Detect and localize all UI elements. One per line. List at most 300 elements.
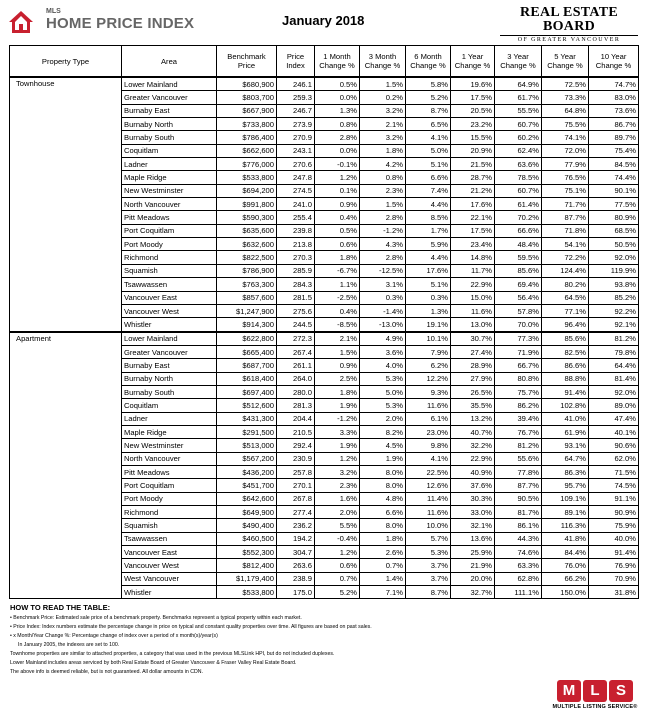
- value-cell: 84.5%: [589, 158, 639, 171]
- value-cell: 241.0: [277, 198, 315, 211]
- table-row: [10, 304, 639, 317]
- area-cell: Vancouver East: [122, 291, 217, 304]
- value-cell: 2.1%: [315, 332, 360, 346]
- value-cell: 75.9%: [589, 519, 639, 532]
- value-cell: $667,900: [217, 104, 277, 117]
- value-cell: $618,400: [217, 372, 277, 385]
- value-cell: 5.3%: [406, 546, 451, 559]
- note-line: • Price Index: Index numbers estimate the percentage change in price on typical and constant quality properties over time. All figures are based on past sales.: [10, 624, 372, 630]
- value-cell: 23.0%: [406, 425, 451, 438]
- value-cell: 54.1%: [542, 238, 589, 251]
- value-cell: 0.9%: [315, 198, 360, 211]
- value-cell: 270.3: [277, 251, 315, 264]
- value-cell: 7.1%: [360, 586, 406, 599]
- column-header: Benchmark Price: [217, 46, 277, 78]
- value-cell: 75.5%: [542, 118, 589, 131]
- value-cell: 28.9%: [451, 359, 495, 372]
- property-type-cell: [10, 264, 122, 277]
- value-cell: 77.1%: [542, 304, 589, 317]
- table-row: [10, 251, 639, 264]
- table-row: [10, 412, 639, 425]
- value-cell: 175.0: [277, 586, 315, 599]
- area-cell: Port Coquitlam: [122, 479, 217, 492]
- value-cell: 204.4: [277, 412, 315, 425]
- value-cell: 285.9: [277, 264, 315, 277]
- table-row: [10, 144, 639, 157]
- notes-title: HOW TO READ THE TABLE:: [10, 603, 111, 612]
- value-cell: 77.5%: [589, 198, 639, 211]
- area-cell: North Vancouver: [122, 452, 217, 465]
- value-cell: 274.5: [277, 184, 315, 197]
- value-cell: 11.7%: [451, 264, 495, 277]
- value-cell: 5.1%: [406, 278, 451, 291]
- property-type-cell: [10, 238, 122, 251]
- value-cell: 70.9%: [589, 572, 639, 585]
- value-cell: 0.6%: [315, 559, 360, 572]
- value-cell: $436,200: [217, 465, 277, 478]
- note-line: Lower Mainland includes areas serviced by both Real Estate Board of Greater Vancouver & Fraser Valley Real Estate Board.: [10, 660, 297, 666]
- value-cell: 64.4%: [589, 359, 639, 372]
- value-cell: 11.4%: [406, 492, 451, 505]
- table-row: [10, 238, 639, 251]
- value-cell: 20.5%: [451, 104, 495, 117]
- value-cell: 22.5%: [406, 465, 451, 478]
- value-cell: 85.6%: [495, 264, 542, 277]
- property-type-cell: [10, 131, 122, 144]
- value-cell: 230.9: [277, 452, 315, 465]
- value-cell: 270.1: [277, 479, 315, 492]
- value-cell: 72.0%: [542, 144, 589, 157]
- value-cell: 5.2%: [406, 91, 451, 104]
- value-cell: $665,400: [217, 345, 277, 358]
- value-cell: 86.2%: [495, 399, 542, 412]
- value-cell: 87.7%: [542, 211, 589, 224]
- area-cell: New Westminster: [122, 439, 217, 452]
- table-row: [10, 439, 639, 452]
- property-type-cell: [10, 532, 122, 545]
- column-header: 1 Year Change %: [451, 46, 495, 78]
- area-cell: Whistler: [122, 586, 217, 599]
- value-cell: 47.4%: [589, 412, 639, 425]
- value-cell: 73.3%: [542, 91, 589, 104]
- table-row: [10, 479, 639, 492]
- table-row: [10, 291, 639, 304]
- area-cell: Tsawwassen: [122, 532, 217, 545]
- area-cell: Lower Mainland: [122, 77, 217, 91]
- value-cell: 102.8%: [542, 399, 589, 412]
- property-type-cell: [10, 318, 122, 332]
- value-cell: 91.4%: [589, 546, 639, 559]
- value-cell: 15.0%: [451, 291, 495, 304]
- property-type-cell: [10, 224, 122, 237]
- value-cell: 3.6%: [360, 345, 406, 358]
- note-line: In January 2005, the indexes are set to 100.: [18, 642, 120, 648]
- table-row: [10, 532, 639, 545]
- value-cell: 7.9%: [406, 345, 451, 358]
- value-cell: 2.5%: [315, 372, 360, 385]
- value-cell: 96.4%: [542, 318, 589, 332]
- value-cell: 5.0%: [406, 144, 451, 157]
- value-cell: 2.8%: [360, 251, 406, 264]
- value-cell: 39.4%: [495, 412, 542, 425]
- mls-letter: S: [609, 680, 633, 702]
- note-line: • x Month/Year Change %: Percentage change of index over a period of x month(s)/year(s): [10, 633, 218, 639]
- area-cell: Vancouver East: [122, 546, 217, 559]
- logo-mls-text: MLS: [46, 8, 61, 15]
- value-cell: 78.5%: [495, 171, 542, 184]
- value-cell: 14.8%: [451, 251, 495, 264]
- property-type-cell: [10, 211, 122, 224]
- value-cell: 75.4%: [589, 144, 639, 157]
- value-cell: 9.8%: [406, 439, 451, 452]
- value-cell: 0.1%: [315, 184, 360, 197]
- value-cell: -1.2%: [360, 224, 406, 237]
- value-cell: 88.8%: [542, 372, 589, 385]
- value-cell: 6.6%: [406, 171, 451, 184]
- hpi-table: [9, 45, 639, 599]
- value-cell: $460,500: [217, 532, 277, 545]
- property-type-cell: [10, 399, 122, 412]
- value-cell: 87.7%: [495, 479, 542, 492]
- value-cell: 5.3%: [360, 399, 406, 412]
- table-row: [10, 506, 639, 519]
- value-cell: 1.5%: [315, 345, 360, 358]
- value-cell: 246.7: [277, 104, 315, 117]
- real-estate-board-logo: [500, 6, 638, 43]
- value-cell: 41.8%: [542, 532, 589, 545]
- value-cell: $291,500: [217, 425, 277, 438]
- value-cell: 0.6%: [315, 238, 360, 251]
- value-cell: 6.5%: [406, 118, 451, 131]
- value-cell: 56.4%: [495, 291, 542, 304]
- table-row: [10, 211, 639, 224]
- value-cell: $431,300: [217, 412, 277, 425]
- value-cell: 124.4%: [542, 264, 589, 277]
- value-cell: 76.0%: [542, 559, 589, 572]
- value-cell: 275.6: [277, 304, 315, 317]
- value-cell: $533,800: [217, 171, 277, 184]
- value-cell: 3.2%: [360, 131, 406, 144]
- property-type-cell: [10, 465, 122, 478]
- value-cell: 267.4: [277, 345, 315, 358]
- value-cell: 5.8%: [406, 77, 451, 91]
- column-header: 3 Month Change %: [360, 46, 406, 78]
- value-cell: 2.6%: [360, 546, 406, 559]
- property-type-cell: [10, 439, 122, 452]
- value-cell: 92.0%: [589, 251, 639, 264]
- value-cell: 81.2%: [495, 439, 542, 452]
- property-type-cell: [10, 506, 122, 519]
- table-row: [10, 372, 639, 385]
- area-cell: Richmond: [122, 506, 217, 519]
- value-cell: 60.7%: [495, 184, 542, 197]
- value-cell: 40.0%: [589, 532, 639, 545]
- value-cell: 1.4%: [360, 572, 406, 585]
- value-cell: 19.1%: [406, 318, 451, 332]
- value-cell: 280.0: [277, 385, 315, 398]
- value-cell: 91.4%: [542, 385, 589, 398]
- value-cell: 111.1%: [495, 586, 542, 599]
- value-cell: 89.7%: [589, 131, 639, 144]
- value-cell: 86.6%: [542, 359, 589, 372]
- property-type-cell: [10, 559, 122, 572]
- value-cell: 5.1%: [406, 158, 451, 171]
- value-cell: $622,800: [217, 332, 277, 346]
- value-cell: 267.8: [277, 492, 315, 505]
- value-cell: 1.2%: [315, 546, 360, 559]
- value-cell: $914,300: [217, 318, 277, 332]
- value-cell: 0.5%: [315, 224, 360, 237]
- house-icon: [8, 10, 34, 34]
- value-cell: 1.5%: [360, 77, 406, 91]
- value-cell: 63.6%: [495, 158, 542, 171]
- table-header-row: [10, 46, 639, 78]
- value-cell: 109.1%: [542, 492, 589, 505]
- area-cell: Greater Vancouver: [122, 91, 217, 104]
- value-cell: 263.6: [277, 559, 315, 572]
- value-cell: 281.3: [277, 399, 315, 412]
- value-cell: 255.4: [277, 211, 315, 224]
- mls-caption: MULTIPLE LISTING SERVICE®: [552, 704, 638, 710]
- value-cell: 236.2: [277, 519, 315, 532]
- value-cell: $590,300: [217, 211, 277, 224]
- value-cell: 4.8%: [360, 492, 406, 505]
- value-cell: $803,700: [217, 91, 277, 104]
- value-cell: 9.3%: [406, 385, 451, 398]
- value-cell: 50.5%: [589, 238, 639, 251]
- value-cell: 11.6%: [451, 304, 495, 317]
- value-cell: -1.2%: [315, 412, 360, 425]
- property-type-cell: [10, 345, 122, 358]
- value-cell: 72.5%: [542, 77, 589, 91]
- value-cell: 25.9%: [451, 546, 495, 559]
- value-cell: 55.5%: [495, 104, 542, 117]
- value-cell: 30.3%: [451, 492, 495, 505]
- value-cell: 0.4%: [315, 211, 360, 224]
- value-cell: 66.7%: [495, 359, 542, 372]
- value-cell: 150.0%: [542, 586, 589, 599]
- value-cell: 11.6%: [406, 506, 451, 519]
- value-cell: $552,300: [217, 546, 277, 559]
- value-cell: $632,600: [217, 238, 277, 251]
- value-cell: 40.9%: [451, 465, 495, 478]
- value-cell: 238.9: [277, 572, 315, 585]
- value-cell: 55.6%: [495, 452, 542, 465]
- property-type-cell: [10, 385, 122, 398]
- report-header: [0, 0, 646, 44]
- table-row: [10, 224, 639, 237]
- value-cell: 270.9: [277, 131, 315, 144]
- value-cell: 1.9%: [315, 439, 360, 452]
- value-cell: 77.3%: [495, 332, 542, 346]
- value-cell: 6.1%: [406, 412, 451, 425]
- value-cell: 116.3%: [542, 519, 589, 532]
- value-cell: 2.0%: [360, 412, 406, 425]
- property-type-cell: [10, 91, 122, 104]
- value-cell: 6.6%: [360, 506, 406, 519]
- value-cell: 2.3%: [360, 184, 406, 197]
- value-cell: 74.7%: [589, 77, 639, 91]
- value-cell: 77.8%: [495, 465, 542, 478]
- value-cell: 84.4%: [542, 546, 589, 559]
- value-cell: 0.9%: [315, 359, 360, 372]
- value-cell: 83.0%: [589, 91, 639, 104]
- value-cell: $812,400: [217, 559, 277, 572]
- value-cell: 8.0%: [360, 465, 406, 478]
- value-cell: 70.2%: [495, 211, 542, 224]
- value-cell: 27.9%: [451, 372, 495, 385]
- value-cell: 6.2%: [406, 359, 451, 372]
- value-cell: 247.8: [277, 171, 315, 184]
- value-cell: 57.8%: [495, 304, 542, 317]
- value-cell: 31.8%: [589, 586, 639, 599]
- value-cell: 66.2%: [542, 572, 589, 585]
- mls-letter-boxes: [552, 680, 638, 702]
- value-cell: 19.6%: [451, 77, 495, 91]
- value-cell: 76.5%: [542, 171, 589, 184]
- value-cell: 4.3%: [360, 238, 406, 251]
- value-cell: 4.4%: [406, 251, 451, 264]
- value-cell: 76.9%: [589, 559, 639, 572]
- hpi-logo: [8, 4, 198, 38]
- value-cell: 1.8%: [315, 251, 360, 264]
- value-cell: 0.5%: [315, 77, 360, 91]
- value-cell: 32.1%: [451, 519, 495, 532]
- property-type-cell: [10, 278, 122, 291]
- value-cell: 261.1: [277, 359, 315, 372]
- value-cell: $1,179,400: [217, 572, 277, 585]
- column-header: 1 Month Change %: [315, 46, 360, 78]
- area-cell: Ladner: [122, 412, 217, 425]
- value-cell: 76.7%: [495, 425, 542, 438]
- value-cell: 71.9%: [495, 345, 542, 358]
- value-cell: 89.1%: [542, 506, 589, 519]
- value-cell: 64.5%: [542, 291, 589, 304]
- value-cell: 12.6%: [406, 479, 451, 492]
- value-cell: 15.5%: [451, 131, 495, 144]
- value-cell: 5.9%: [406, 238, 451, 251]
- value-cell: -8.5%: [315, 318, 360, 332]
- value-cell: 3.7%: [406, 559, 451, 572]
- value-cell: 10.0%: [406, 519, 451, 532]
- value-cell: 10.1%: [406, 332, 451, 346]
- value-cell: 1.5%: [360, 198, 406, 211]
- value-cell: 32.7%: [451, 586, 495, 599]
- mls-letter: M: [557, 680, 581, 702]
- value-cell: 304.7: [277, 546, 315, 559]
- value-cell: 48.4%: [495, 238, 542, 251]
- area-cell: Port Moody: [122, 492, 217, 505]
- property-type-cell: [10, 546, 122, 559]
- note-line: The above info is deemed reliable, but is not guaranteed. All dollar amounts in CDN.: [10, 669, 203, 675]
- value-cell: 1.8%: [315, 385, 360, 398]
- value-cell: 281.5: [277, 291, 315, 304]
- table-row: [10, 171, 639, 184]
- value-cell: 1.8%: [360, 144, 406, 157]
- table-row: [10, 131, 639, 144]
- value-cell: 32.2%: [451, 439, 495, 452]
- property-type-cell: [10, 452, 122, 465]
- value-cell: -0.1%: [315, 158, 360, 171]
- value-cell: 2.8%: [360, 211, 406, 224]
- value-cell: 3.2%: [360, 104, 406, 117]
- value-cell: -1.4%: [360, 304, 406, 317]
- table-row: [10, 318, 639, 332]
- value-cell: 7.4%: [406, 184, 451, 197]
- table-row: [10, 264, 639, 277]
- area-cell: Greater Vancouver: [122, 345, 217, 358]
- table-row: [10, 399, 639, 412]
- property-type-cell: [10, 425, 122, 438]
- value-cell: 13.6%: [451, 532, 495, 545]
- area-cell: New Westminster: [122, 184, 217, 197]
- value-cell: 41.0%: [542, 412, 589, 425]
- value-cell: 5.2%: [315, 586, 360, 599]
- value-cell: 1.7%: [406, 224, 451, 237]
- column-header: Price Index: [277, 46, 315, 78]
- column-header: 5 Year Change %: [542, 46, 589, 78]
- table-row: [10, 158, 639, 171]
- value-cell: 270.6: [277, 158, 315, 171]
- table-row: [10, 519, 639, 532]
- value-cell: 61.4%: [495, 198, 542, 211]
- property-type-cell: [10, 412, 122, 425]
- property-type-cell: [10, 158, 122, 171]
- value-cell: 13.0%: [451, 318, 495, 332]
- value-cell: $733,800: [217, 118, 277, 131]
- value-cell: 2.8%: [315, 131, 360, 144]
- value-cell: 90.6%: [589, 439, 639, 452]
- value-cell: 11.6%: [406, 399, 451, 412]
- area-cell: Vancouver West: [122, 304, 217, 317]
- table-row: [10, 345, 639, 358]
- value-cell: 2.1%: [360, 118, 406, 131]
- value-cell: $680,900: [217, 77, 277, 91]
- area-cell: North Vancouver: [122, 198, 217, 211]
- property-type-cell: [10, 251, 122, 264]
- area-cell: Burnaby South: [122, 385, 217, 398]
- value-cell: 28.7%: [451, 171, 495, 184]
- value-cell: 272.3: [277, 332, 315, 346]
- value-cell: $694,200: [217, 184, 277, 197]
- value-cell: 4.0%: [360, 359, 406, 372]
- value-cell: 40.7%: [451, 425, 495, 438]
- value-cell: 23.2%: [451, 118, 495, 131]
- value-cell: 244.5: [277, 318, 315, 332]
- value-cell: 21.2%: [451, 184, 495, 197]
- value-cell: 0.8%: [360, 171, 406, 184]
- value-cell: 74.4%: [589, 171, 639, 184]
- value-cell: 92.2%: [589, 304, 639, 317]
- value-cell: 90.1%: [589, 184, 639, 197]
- value-cell: $649,900: [217, 506, 277, 519]
- area-cell: Coquitlam: [122, 144, 217, 157]
- table-row: [10, 198, 639, 211]
- value-cell: -2.5%: [315, 291, 360, 304]
- value-cell: 86.7%: [589, 118, 639, 131]
- table-row: [10, 559, 639, 572]
- value-cell: $513,000: [217, 439, 277, 452]
- value-cell: 21.9%: [451, 559, 495, 572]
- value-cell: 61.7%: [495, 91, 542, 104]
- value-cell: 0.3%: [360, 291, 406, 304]
- value-cell: 4.1%: [406, 131, 451, 144]
- value-cell: 259.3: [277, 91, 315, 104]
- value-cell: 1.3%: [406, 304, 451, 317]
- value-cell: 40.1%: [589, 425, 639, 438]
- value-cell: 26.5%: [451, 385, 495, 398]
- value-cell: 4.5%: [360, 439, 406, 452]
